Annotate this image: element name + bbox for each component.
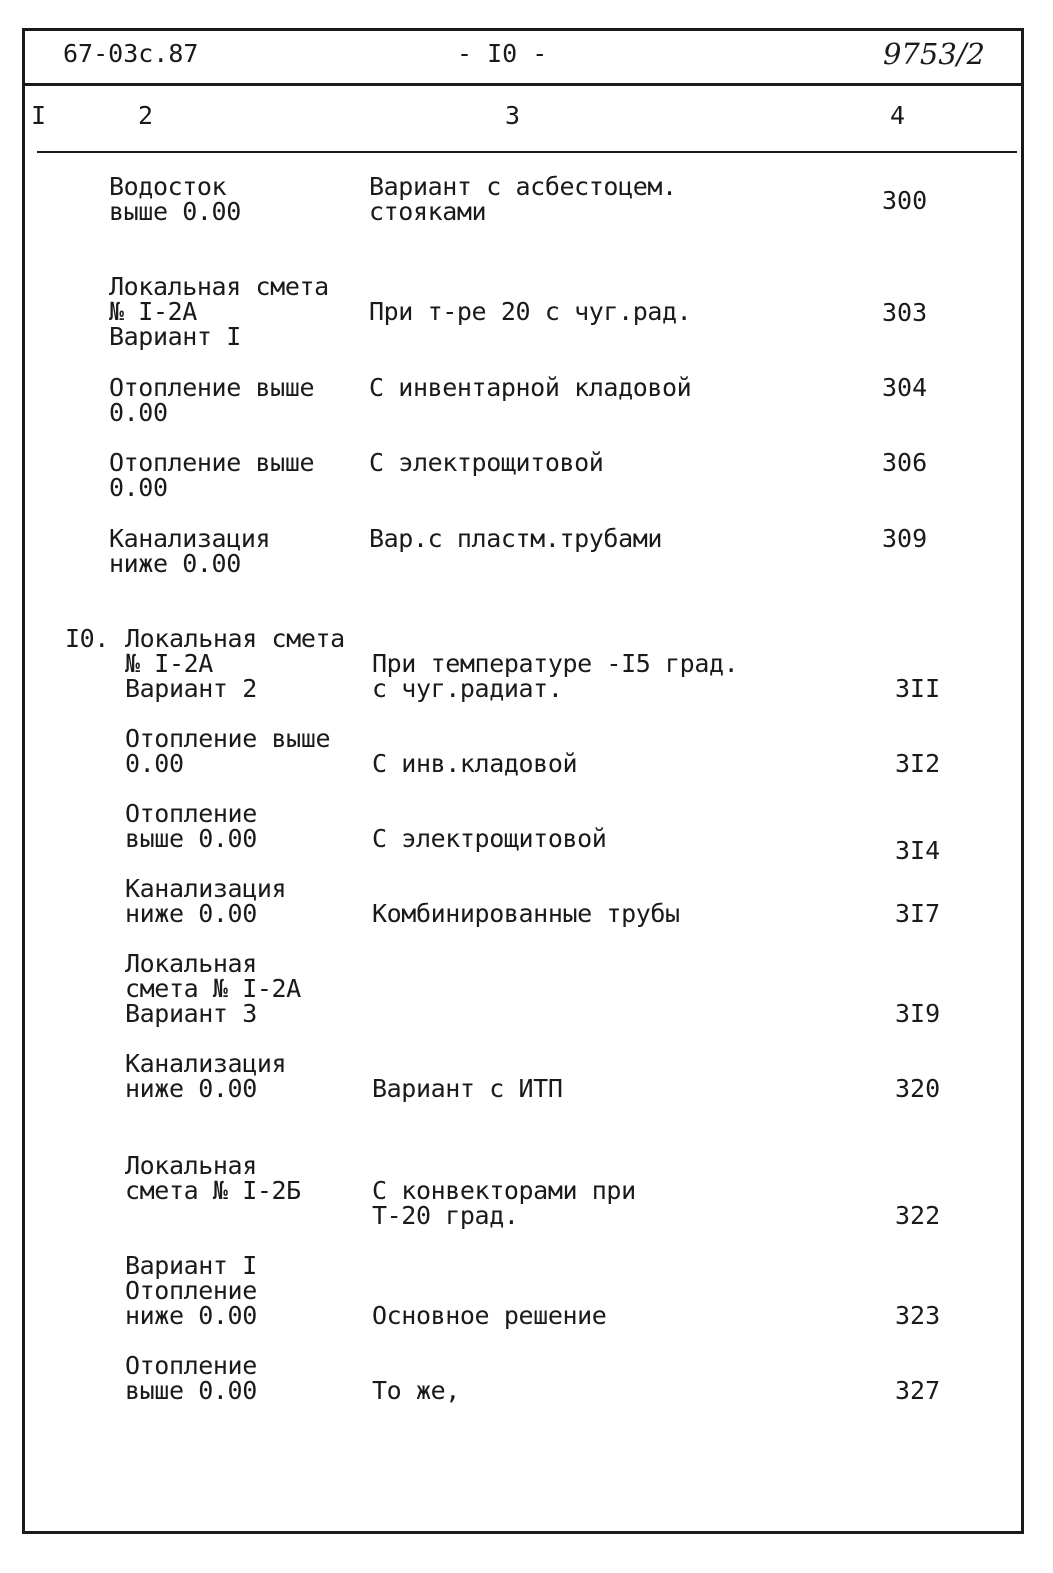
row-desc-line: Вариант с ИТП xyxy=(372,1074,563,1103)
row-page: 323 xyxy=(895,1301,941,1330)
row-page: 3I4 xyxy=(895,836,941,865)
row-item-line: Вариант 2 xyxy=(125,674,257,703)
row-desc-line: То же, xyxy=(372,1376,460,1405)
row-page: 327 xyxy=(895,1376,941,1405)
page-number: - I0 - xyxy=(457,39,548,68)
row-item-line: Отопление xyxy=(125,1351,257,1380)
row-item-line: смета № I-2А xyxy=(125,974,301,1003)
row-page: 3I7 xyxy=(895,899,941,928)
row-page: 303 xyxy=(882,298,928,327)
row-item-line: Канализация xyxy=(109,524,271,553)
column-header-3: 3 xyxy=(505,101,521,130)
row-page: 300 xyxy=(882,186,928,215)
row-desc-line: Вариант с асбестоцем. xyxy=(369,172,677,201)
row-desc-line: С электрощитовой xyxy=(369,448,604,477)
row-item-line: выше 0.00 xyxy=(125,1376,257,1405)
row-page: 3I9 xyxy=(895,999,941,1028)
row-item-line: Водосток xyxy=(109,172,227,201)
row-item-line: смета № I-2Б xyxy=(125,1176,301,1205)
row-desc-line: При температуре -I5 град. xyxy=(372,649,739,678)
row-page: 3II xyxy=(895,674,941,703)
row-desc-line: стояками xyxy=(369,197,487,226)
row-item-line: № I-2А xyxy=(109,297,197,326)
row-page: 309 xyxy=(882,524,928,553)
row-item-line: Локальная смета xyxy=(125,624,345,653)
row-item-line: Отопление выше xyxy=(109,448,315,477)
row-item-line: Отопление xyxy=(125,799,257,828)
row-number: I0. xyxy=(65,624,109,653)
row-desc-line: С инв.кладовой xyxy=(372,749,578,778)
row-item-line: Отопление выше xyxy=(125,724,331,753)
row-item-line: ниже 0.00 xyxy=(125,1074,257,1103)
row-page: 322 xyxy=(895,1201,941,1230)
row-desc-line: Основное решение xyxy=(372,1301,607,1330)
column-header-4: 4 xyxy=(890,101,906,130)
row-desc-line: При т-ре 20 с чуг.рад. xyxy=(369,297,692,326)
row-item-line: выше 0.00 xyxy=(109,197,241,226)
row-item-line: Отопление выше xyxy=(109,373,315,402)
row-item-line: ниже 0.00 xyxy=(125,899,257,928)
row-page: 3I2 xyxy=(895,749,941,778)
row-desc-line: Вар.с пластм.трубами xyxy=(369,524,663,553)
row-item-line: Канализация xyxy=(125,874,287,903)
row-page: 320 xyxy=(895,1074,941,1103)
doc-code: 67-03c.87 xyxy=(63,39,199,68)
row-desc-line: с чуг.радиат. xyxy=(372,674,563,703)
column-header-2: 2 xyxy=(138,101,154,130)
row-desc-line: С конвекторами при xyxy=(372,1176,636,1205)
row-desc-line: Комбинированные трубы xyxy=(372,899,680,928)
row-item-line: Локальная xyxy=(125,1151,257,1180)
page-header xyxy=(25,31,1021,86)
sheet-number: 9753/2 xyxy=(882,37,985,71)
row-page: 304 xyxy=(882,373,928,402)
document-sheet xyxy=(22,28,1024,1534)
row-item-line: Канализация xyxy=(125,1049,287,1078)
row-desc-line: С электрощитовой xyxy=(372,824,607,853)
row-item-line: № I-2А xyxy=(125,649,213,678)
column-header-1: I xyxy=(31,101,47,130)
row-item-line: ниже 0.00 xyxy=(125,1301,257,1330)
row-item-line: Локальная xyxy=(125,949,257,978)
row-item-line: Отопление xyxy=(125,1276,257,1305)
row-item-line: Вариант I xyxy=(125,1251,257,1280)
row-desc-line: С инвентарной кладовой xyxy=(369,373,692,402)
row-item-line: Вариант 3 xyxy=(125,999,257,1028)
row-item-line: Вариант I xyxy=(109,322,241,351)
row-item-line: 0.00 xyxy=(125,749,184,778)
header-rule xyxy=(37,151,1017,153)
row-page: 306 xyxy=(882,448,928,477)
row-item-line: ниже 0.00 xyxy=(109,549,241,578)
row-desc-line: Т-20 град. xyxy=(372,1201,519,1230)
row-item-line: 0.00 xyxy=(109,398,168,427)
row-item-line: 0.00 xyxy=(109,473,168,502)
row-item-line: Локальная смета xyxy=(109,272,329,301)
row-item-line: выше 0.00 xyxy=(125,824,257,853)
